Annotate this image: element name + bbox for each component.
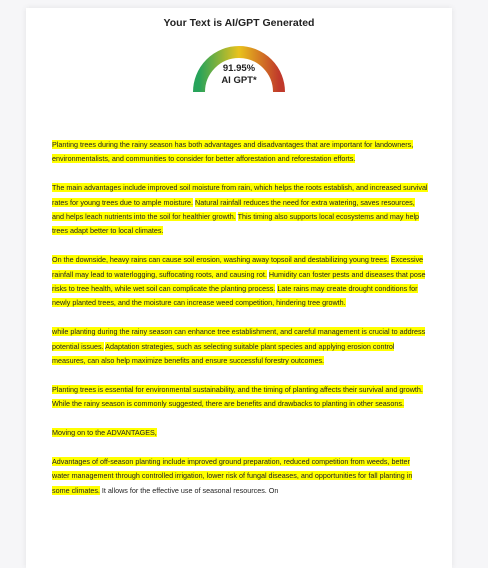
analyzed-text (52, 138, 428, 512)
text-paragraph (52, 138, 428, 167)
ai-highlighted-sentence: Advantages of off-season planting include improved ground preparation, reduced competition from weeds, better water management through controlled irrigation, lower risk of fungal diseases, and opportunities for fall planting in some climates. (52, 456, 413, 495)
ai-highlighted-sentence: while planting during the rainy season can enhance tree establishment, and careful management is crucial to address potential issues. (52, 327, 426, 351)
plain-sentence: It allows for the effective use of seasonal resources. On (99, 485, 279, 495)
ai-highlighted-sentence: Planting trees is essential for environmental sustainability, and the timing of planting affects their survival and growth. While the rainy season is commonly suggested, there are benefits and drawbacks to planting in other seasons. (52, 384, 423, 409)
text-paragraph (52, 426, 428, 440)
ai-highlighted-sentence: Excessive rainfall may lead to waterlogging, suffocating roots, and causing rot. (52, 255, 424, 279)
ai-highlighted-sentence: On the downside, heavy rains can cause soil erosion, washing away topsoil and destabilizing young trees. (52, 255, 389, 265)
text-paragraph (52, 383, 428, 412)
ai-highlighted-sentence: The main advantages include improved soil moisture from rain, which helps the roots establish, and increased survival rates for young trees due to ample moisture. (52, 183, 428, 207)
ai-score-label: AI GPT* (221, 75, 257, 86)
ai-highlighted-sentence: Adaptation strategies, such as selecting suitable plant species and applying erosion control measures, can also help maximize benefits and ensure successful forestry outcomes. (52, 341, 395, 366)
gauge-readout (189, 63, 289, 87)
result-title: Your Text is AI/GPT Generated (163, 17, 315, 29)
text-paragraph (52, 181, 428, 239)
ai-score-percent: 91.95% (222, 63, 256, 74)
ai-highlighted-sentence: Late rains may create drought conditions for newly planted trees, and the moisture can increase weed competition, hindering tree growth. (52, 284, 418, 308)
ai-highlighted-sentence: Natural rainfall reduces the need for extra watering, saves resources, and helps leach nutrients into the soil for healthier growth. (52, 197, 415, 222)
ai-highlighted-sentence: Planting trees during the rainy season has both advantages and disadvantages that are important for landowners, environmentalists, and communities to consider for better afforestation and reforestation efforts. (52, 140, 414, 164)
ai-highlighted-sentence: Moving on to the ADVANTAGES, (52, 428, 157, 438)
text-paragraph (52, 325, 428, 368)
text-paragraph (52, 253, 428, 311)
result-card (26, 8, 452, 568)
ai-highlighted-sentence: Humidity can foster pests and diseases that pose risks to tree health, while wet soil can complicate the planting process. (52, 269, 426, 294)
ai-highlighted-sentence: This timing also supports local ecosystems and may help trees adapt better to local climates. (52, 212, 420, 236)
text-paragraph (52, 455, 428, 498)
